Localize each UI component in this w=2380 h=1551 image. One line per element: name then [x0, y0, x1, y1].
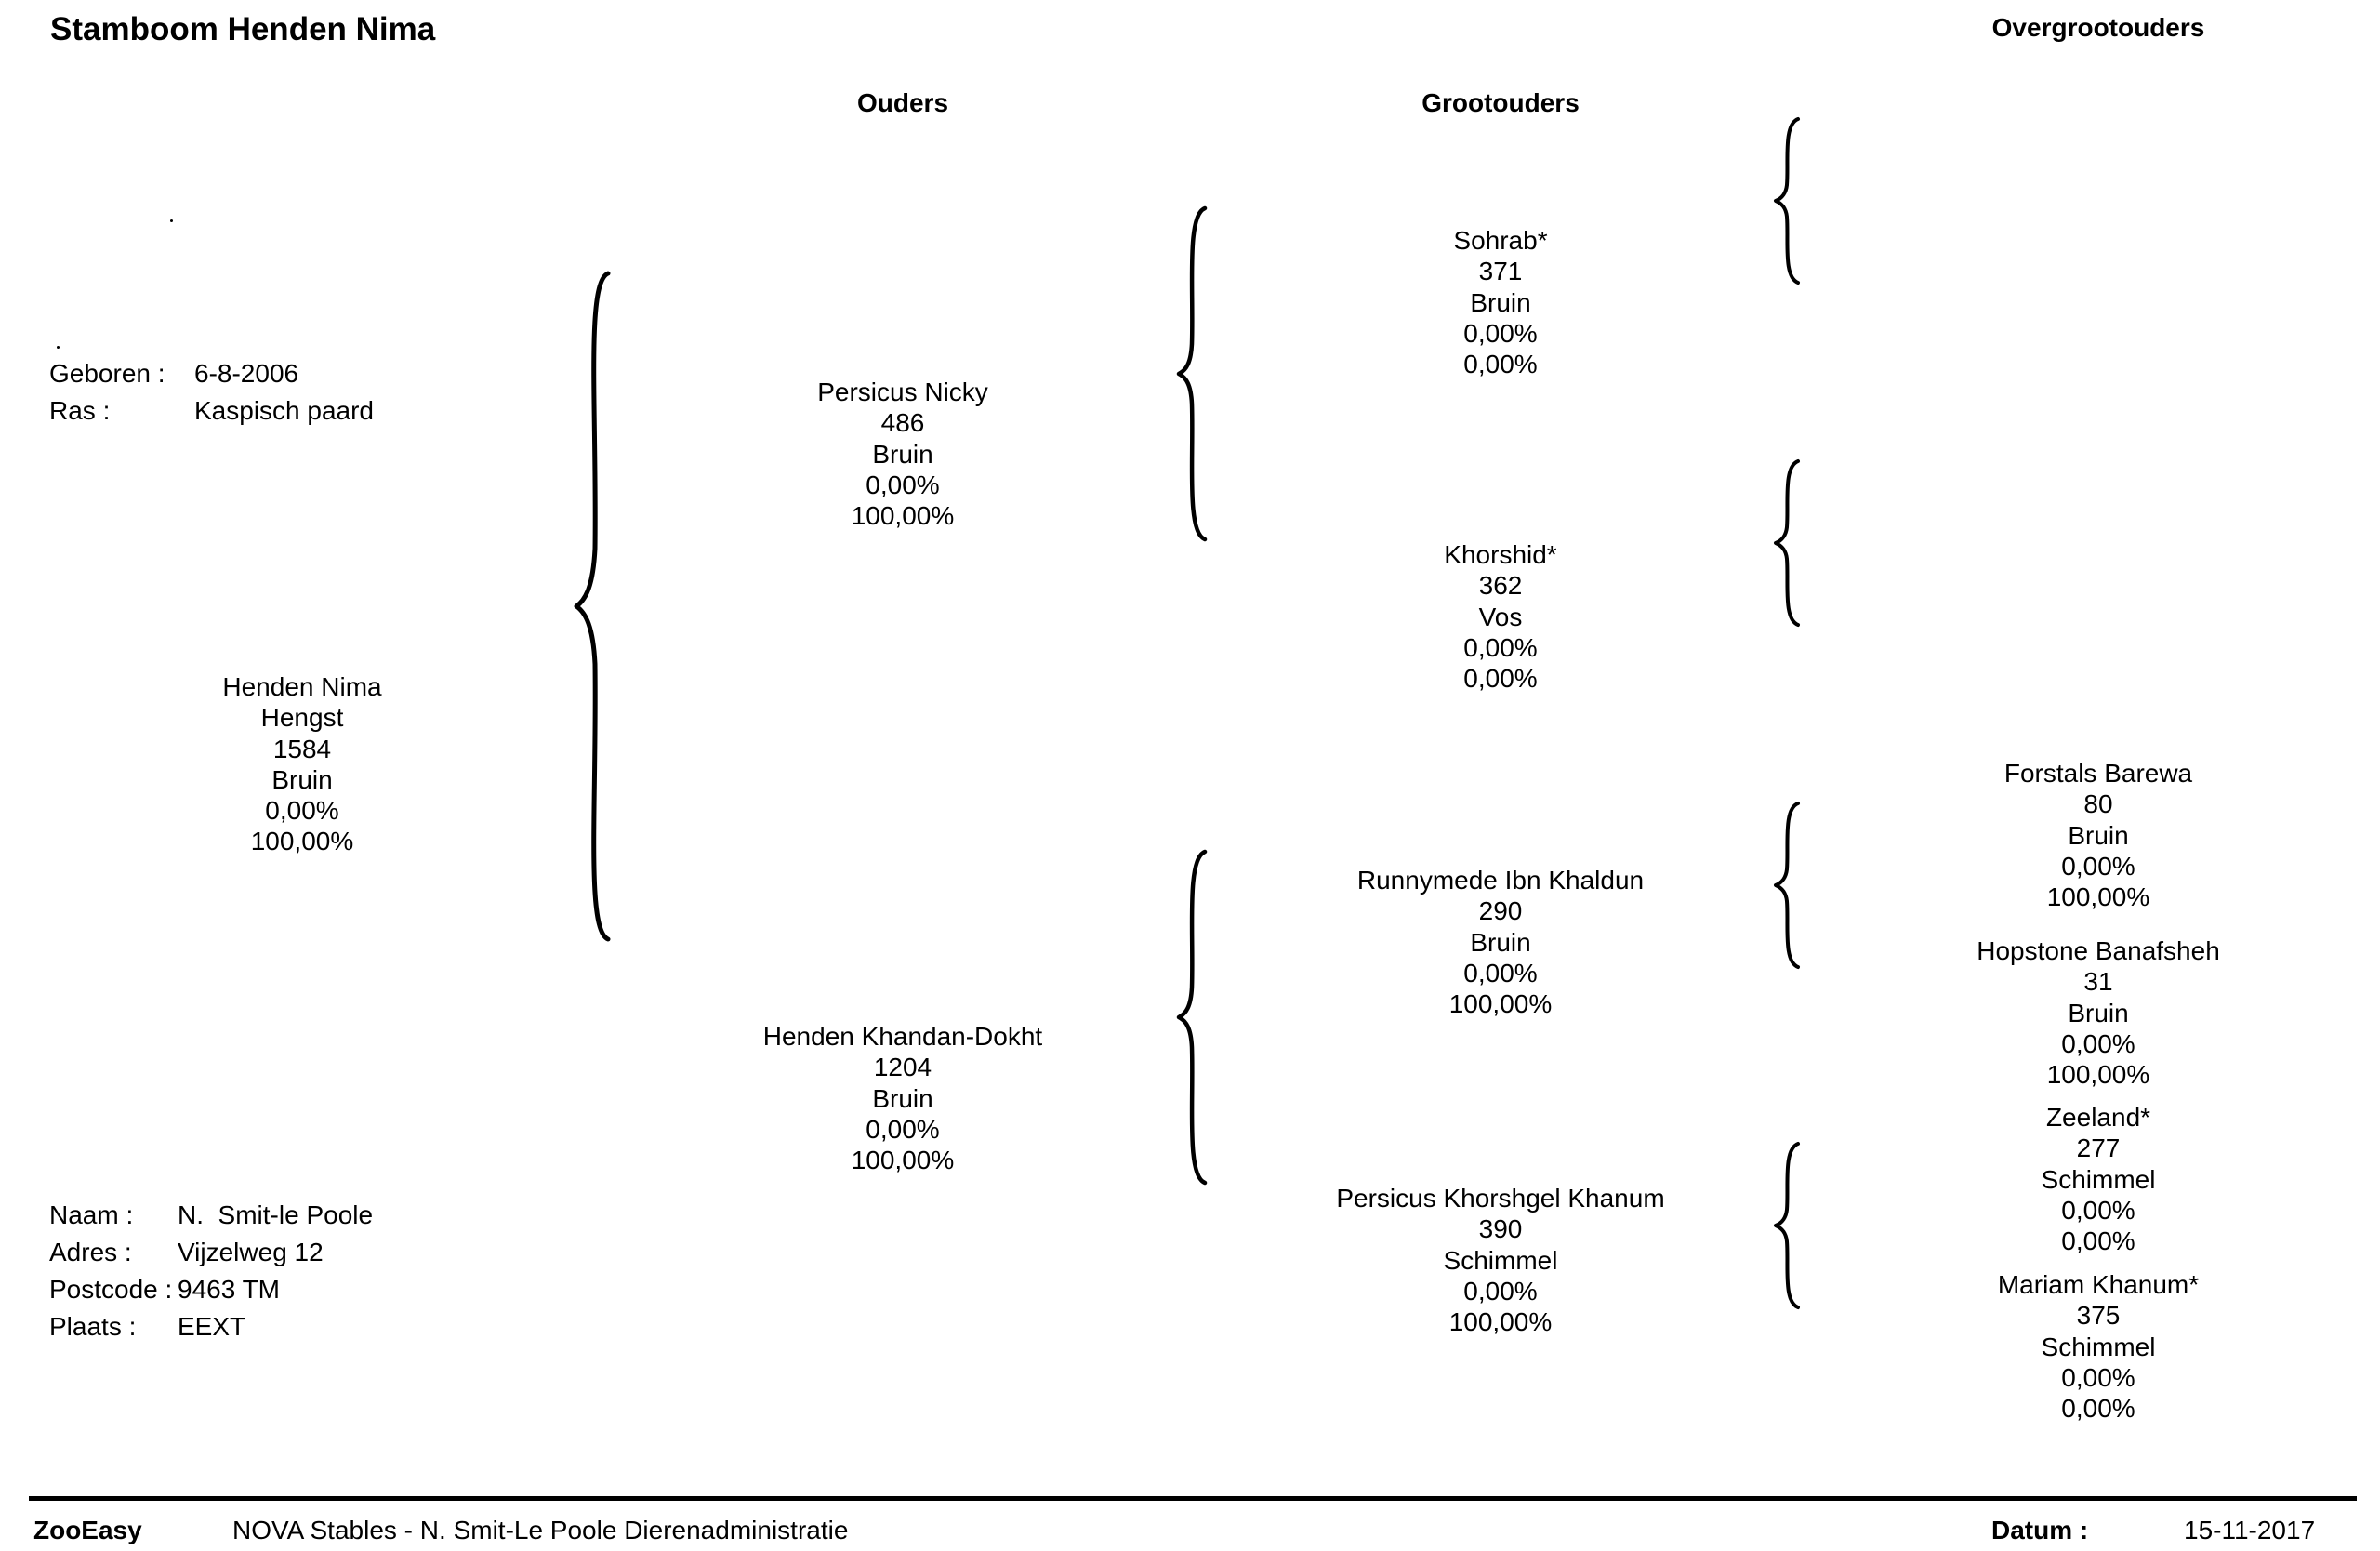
pedigree-node-grandparent-3 [1259, 865, 1742, 1019]
node-name: Mariam Khanum* [1997, 1270, 2200, 1299]
pedigree-node-grandparent-4 [1259, 1183, 1742, 1337]
pedigree-brace-grandparent-3 [1770, 800, 1804, 971]
owner-city-value: EEXT [178, 1312, 246, 1341]
node-inbreeding: 0,00% [866, 1114, 940, 1144]
node-inbreeding: 0,00% [1463, 958, 1538, 988]
node-inbreeding: 0,00% [2061, 1195, 2135, 1225]
node-name: Runnymede Ibn Khaldun [1356, 866, 1645, 895]
node-percentage: 100,00% [1448, 989, 1553, 1019]
column-header-grandparents: Grootouders [1421, 88, 1580, 117]
born-row [49, 355, 374, 392]
node-percentage: 0,00% [1463, 664, 1538, 694]
node-number: 80 [2083, 789, 2113, 819]
node-percentage: 100,00% [1448, 1307, 1553, 1337]
owner-address-value: Vijzelweg 12 [178, 1238, 324, 1266]
pedigree-brace-subject [569, 270, 615, 943]
footer-divider [29, 1496, 2357, 1501]
node-inbreeding: 0,00% [1463, 318, 1538, 348]
owner-postcode-label: Postcode : [49, 1275, 173, 1304]
node-percentage: 0,00% [2061, 1226, 2135, 1256]
owner-address-row [49, 1234, 373, 1271]
node-number: 371 [1478, 257, 1523, 286]
node-color: Schimmel [1443, 1245, 1558, 1275]
pedigree-brace-grandparent-1 [1770, 115, 1804, 286]
node-number: 290 [1478, 896, 1523, 926]
node-inbreeding: 0,00% [265, 796, 339, 826]
pedigree-brace-dam [1173, 848, 1210, 1186]
owner-city-label: Plaats : [49, 1312, 137, 1341]
node-name: Hopstone Banafsheh [1977, 936, 2220, 965]
node-name: Persicus Nicky [817, 378, 988, 406]
pedigree-node-grandparent-2 [1259, 539, 1742, 694]
footer-organization: NOVA Stables - N. Smit-Le Poole Dierenadministratie [232, 1516, 849, 1544]
node-color: Bruin [872, 439, 933, 469]
node-number: 31 [2083, 967, 2113, 997]
node-color: Bruin [1470, 927, 1531, 957]
stray-dot [57, 346, 60, 349]
node-sex: Hengst [260, 703, 344, 733]
pedigree-node-great-grandparent-4 [1857, 1269, 2340, 1424]
animal-info [49, 355, 374, 430]
node-number: 277 [2076, 1133, 2121, 1163]
node-number: 1204 [873, 1053, 932, 1082]
node-percentage: 100,00% [250, 827, 354, 856]
born-value: 6-8-2006 [194, 359, 299, 388]
owner-city-row [49, 1308, 373, 1346]
node-number: 375 [2076, 1301, 2121, 1331]
column-header-parents: Ouders [856, 88, 949, 117]
node-number: 486 [880, 408, 925, 438]
node-name: Sohrab* [1453, 226, 1548, 255]
node-inbreeding: 0,00% [866, 470, 940, 499]
footer-date-label: Datum : [1991, 1516, 2089, 1544]
node-color: Bruin [872, 1083, 933, 1113]
node-percentage: 100,00% [2046, 1060, 2150, 1090]
node-color: Bruin [2068, 998, 2129, 1027]
node-name: Zeeland* [2045, 1103, 2151, 1132]
node-percentage: 0,00% [2061, 1394, 2135, 1424]
owner-name-value: N. Smit-le Poole [178, 1200, 374, 1229]
pedigree-node-great-grandparent-2 [1857, 935, 2340, 1090]
owner-name-row [49, 1197, 373, 1234]
node-percentage: 100,00% [851, 501, 955, 531]
pedigree-node-great-grandparent-1 [1857, 758, 2340, 912]
node-color: Bruin [2068, 820, 2129, 850]
owner-postcode-row [49, 1271, 373, 1308]
footer-date-value: 15-11-2017 [2184, 1516, 2316, 1544]
node-name: Henden Nima [222, 672, 382, 701]
owner-info [49, 1197, 373, 1346]
page-title: Stamboom Henden Nima [50, 11, 436, 47]
pedigree-node-sire [661, 377, 1144, 531]
pedigree-node-grandparent-1 [1259, 225, 1742, 379]
pedigree-brace-grandparent-4 [1770, 1140, 1804, 1311]
owner-address-label: Adres : [49, 1238, 132, 1266]
node-name: Khorshid* [1444, 540, 1557, 569]
owner-name-label: Naam : [49, 1200, 134, 1229]
node-percentage: 100,00% [851, 1146, 955, 1175]
stray-dot [170, 219, 173, 222]
node-number: 1584 [272, 734, 332, 763]
node-inbreeding: 0,00% [2061, 851, 2135, 881]
node-color: Bruin [271, 764, 333, 794]
breed-label: Ras : [49, 396, 111, 425]
breed-value: Kaspisch paard [194, 396, 375, 425]
node-color: Vos [1478, 602, 1523, 631]
node-percentage: 0,00% [1463, 350, 1538, 379]
node-number: 390 [1478, 1214, 1523, 1244]
pedigree-node-subject [60, 671, 544, 857]
node-color: Bruin [1470, 287, 1531, 317]
pedigree-node-great-grandparent-3 [1857, 1102, 2340, 1256]
owner-postcode-value: 9463 TM [178, 1275, 280, 1304]
pedigree-node-dam [661, 1021, 1144, 1175]
node-number: 362 [1478, 571, 1523, 601]
footer-brand: ZooEasy [33, 1516, 142, 1544]
node-name: Persicus Khorshgel Khanum [1336, 1184, 1665, 1213]
pedigree-brace-grandparent-2 [1770, 457, 1804, 629]
node-inbreeding: 0,00% [2061, 1362, 2135, 1392]
column-header-great-grandparents: Overgrootouders [1991, 13, 2205, 42]
node-name: Henden Khandan-Dokht [762, 1022, 1043, 1051]
node-color: Schimmel [2041, 1164, 2156, 1194]
pedigree-brace-sire [1173, 205, 1210, 543]
node-percentage: 100,00% [2046, 882, 2150, 912]
node-inbreeding: 0,00% [1463, 1276, 1538, 1306]
node-inbreeding: 0,00% [2061, 1028, 2135, 1058]
node-inbreeding: 0,00% [1463, 632, 1538, 662]
node-color: Schimmel [2041, 1332, 2156, 1361]
node-name: Forstals Barewa [2003, 759, 2193, 788]
breed-row [49, 392, 374, 430]
born-label: Geboren : [49, 359, 165, 388]
